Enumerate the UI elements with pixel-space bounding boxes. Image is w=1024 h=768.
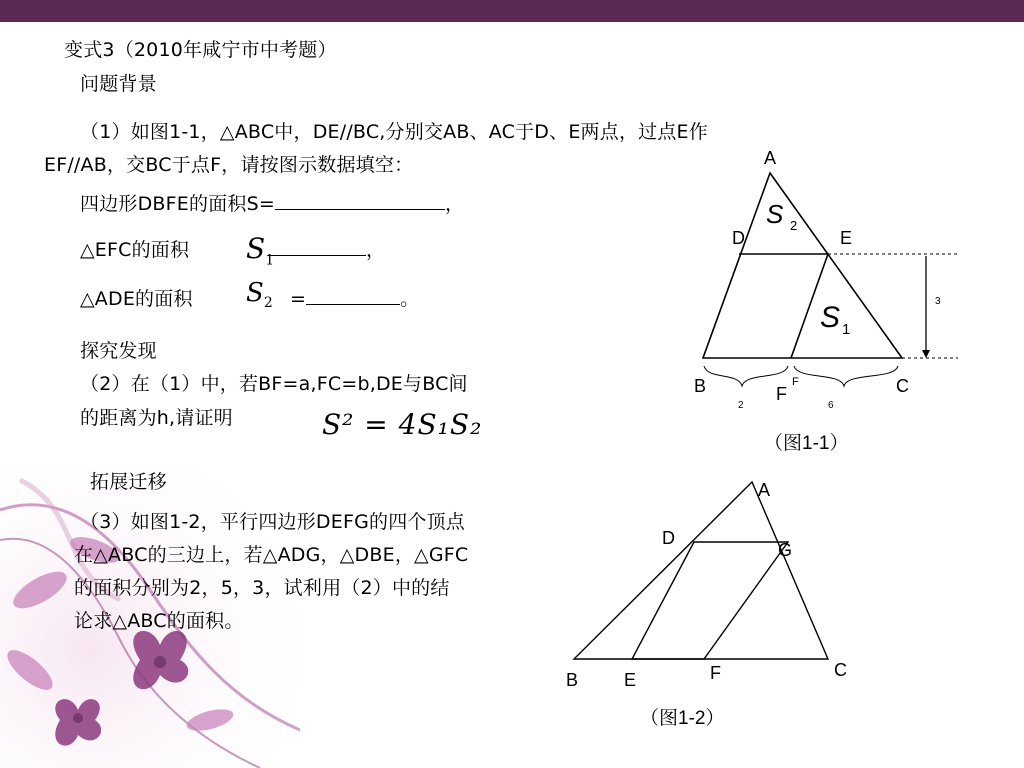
label-a-2: A — [758, 480, 771, 500]
top-banner — [0, 0, 1024, 22]
label-e: E — [840, 228, 853, 248]
label-c: C — [896, 376, 909, 396]
question-quad-area-end: ， — [444, 193, 465, 215]
answer-blank-quad — [275, 209, 445, 210]
fc-value: 6 — [828, 400, 834, 411]
math-s2-letter: S — [246, 278, 264, 308]
figure-1-2-caption: （图1-2） — [640, 708, 725, 729]
question-quad-area-label: 四边形DBFE的面积S= — [80, 193, 275, 215]
region-s2: S — [766, 199, 784, 229]
label-a: A — [764, 148, 777, 168]
brace-bf — [704, 366, 788, 386]
label-f-small: F — [792, 376, 799, 388]
problem3-line2: 在△ABC的三边上，若△ADG，△DBE，△GFC — [74, 544, 469, 566]
question-efc-end: ， — [366, 239, 386, 261]
label-e-2: E — [624, 670, 637, 690]
parallelogram-defg — [632, 542, 788, 659]
problem-title: 变式3（2010年咸宁市中考题） — [64, 39, 337, 61]
label-d: D — [732, 228, 745, 248]
equals-sign: = — [290, 288, 307, 310]
answer-blank-efc-wrap — [268, 238, 385, 262]
math-s1-sub: 1 — [265, 252, 275, 269]
height-value: 3 — [935, 296, 941, 307]
problem1-line2: EF//AB，交BC于点F，请按图示数据填空： — [44, 154, 414, 176]
section-heading-explore: 探究发现 — [80, 340, 157, 362]
label-b: B — [694, 376, 707, 396]
section-heading-background: 问题背景 — [80, 73, 157, 95]
brace-fc — [794, 366, 898, 386]
problem3-line4: 论求△ABC的面积。 — [74, 610, 244, 632]
region-s1-sub: 1 — [842, 321, 851, 338]
problem3-line3: 的面积分别为2，5，3，试利用（2）中的结 — [74, 577, 450, 599]
triangle-abc — [703, 173, 902, 358]
problem1-line1: （1）如图1-1，△ABC中，DE//BC,分别交AB、AC于D、E两点，过点E作 — [80, 121, 708, 143]
answer-blank-ade — [306, 304, 400, 305]
figure-1-1 — [680, 140, 980, 420]
proof-formula: S² = 4S₁S₂ — [322, 408, 483, 441]
label-g-2: G — [778, 540, 793, 560]
region-s1: S — [820, 301, 841, 334]
question-quad-area — [80, 192, 464, 216]
problem2-line2: 的距离为h,请证明 — [80, 407, 233, 429]
question-ade-end: 。 — [400, 288, 420, 310]
label-b-2: B — [566, 670, 579, 690]
answer-blank-ade-wrap — [290, 287, 419, 311]
region-s2-sub: 2 — [790, 218, 798, 233]
section-heading-extend: 拓展迁移 — [90, 471, 167, 493]
label-f: F — [776, 384, 787, 404]
math-s2 — [246, 278, 273, 311]
math-s2-sub: 2 — [263, 295, 273, 312]
figure-1-2 — [560, 476, 860, 696]
math-s1-letter: S — [246, 232, 266, 265]
answer-blank-efc — [268, 255, 366, 256]
label-d-2: D — [662, 528, 675, 548]
label-c-2: C — [834, 660, 847, 680]
problem3-line1: （3）如图1-2，平行四边形DEFG的四个顶点 — [80, 511, 466, 533]
question-ade-area: △ADE的面积 — [80, 288, 193, 310]
label-f-2: F — [710, 663, 721, 683]
height-arrowhead — [922, 350, 930, 358]
question-efc-area: △EFC的面积 — [80, 239, 190, 261]
triangle-abc-2 — [574, 482, 828, 659]
bf-value: 2 — [738, 400, 744, 411]
figure-1-1-caption: （图1-1） — [764, 433, 849, 454]
problem2-line1: （2）在（1）中，若BF=a,FC=b,DE与BC间 — [80, 373, 468, 395]
